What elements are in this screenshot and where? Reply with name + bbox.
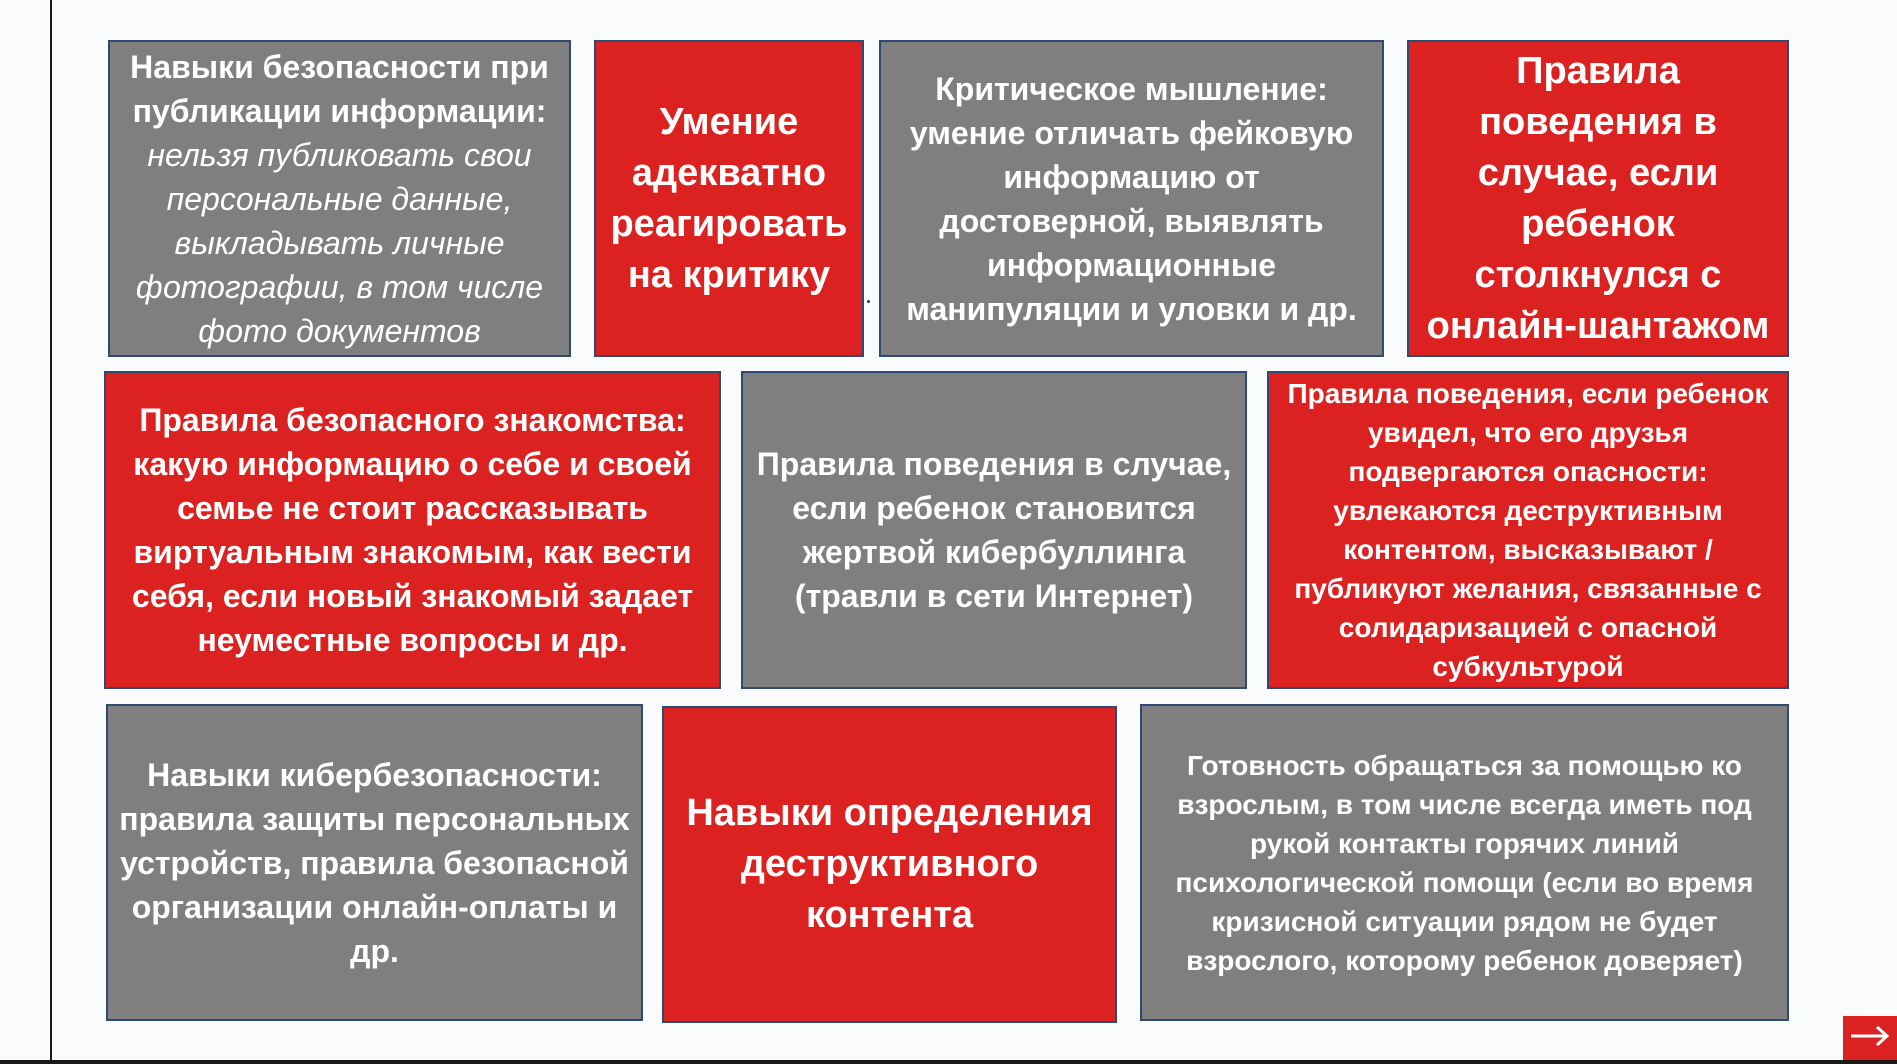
bottom-divider (0, 1060, 1897, 1064)
tile-text: Правила поведения в случае, если ребенок столкнулся с онлайн-шантажом (1426, 49, 1770, 347)
left-divider (50, 0, 52, 1064)
tile-cyberbullying (741, 371, 1247, 689)
tile-text: Умение адекватно реагировать на критику (610, 100, 848, 296)
tile-text: Навыки определения деструктивного контента (686, 792, 1093, 936)
tile-safe-acquaintance (104, 371, 721, 689)
tile-text: Навыки кибербезопасности: правила защиты персональных устройств, правила безопасной организации онлайн-оплаты и др. (119, 756, 630, 969)
tile-friends-danger (1267, 371, 1789, 689)
arrow-right-icon (1849, 1024, 1891, 1053)
tile-text: Готовность обращаться за помощью ко взрослым, в том числе всегда иметь под рукой контакты горячих линий психологической помощи (если во время кризисной ситуации рядом не будет взрослого, которому ребенок доверяет) (1175, 749, 1754, 976)
tile-criticism-reaction (594, 40, 864, 357)
tile-heading: Навыки безопасности при публикации информации: (130, 48, 549, 129)
tile-text: Правила поведения в случае, если ребенок становится жертвой кибербуллинга (травли в сети Интернет) (756, 446, 1232, 614)
tile-ask-adults (1140, 704, 1789, 1021)
tile-text: Критическое мышление: умение отличать фейковую информацию от достоверной, выявлять информационные манипуляции и уловки и др. (906, 70, 1357, 327)
tile-destructive-content (662, 706, 1117, 1023)
tile-publication-safety (108, 40, 571, 357)
next-slide-button[interactable] (1843, 1016, 1897, 1060)
tile-text: Правила безопасного знакомства: какую информацию о себе и своей семье не стоит рассказывать виртуальным знакомым, как вести себя, если новый знакомый задает неуместные вопросы и др. (131, 402, 694, 658)
tile-body: нельзя публиковать свои персональные данные, выкладывать личные фотографии, в том числе фото документов (135, 136, 544, 349)
tile-text: Правила поведения, если ребенок увидел, что его друзья подвергаются опасности: увлекаются деструктивным контентом, высказывают / публикуют желания, связанные с солидаризацией с опасной субкультурой (1287, 378, 1769, 682)
stray-dot (867, 300, 870, 303)
tile-online-blackmail (1407, 40, 1789, 357)
tile-critical-thinking (879, 40, 1384, 357)
tile-cybersecurity-skills (106, 704, 643, 1021)
